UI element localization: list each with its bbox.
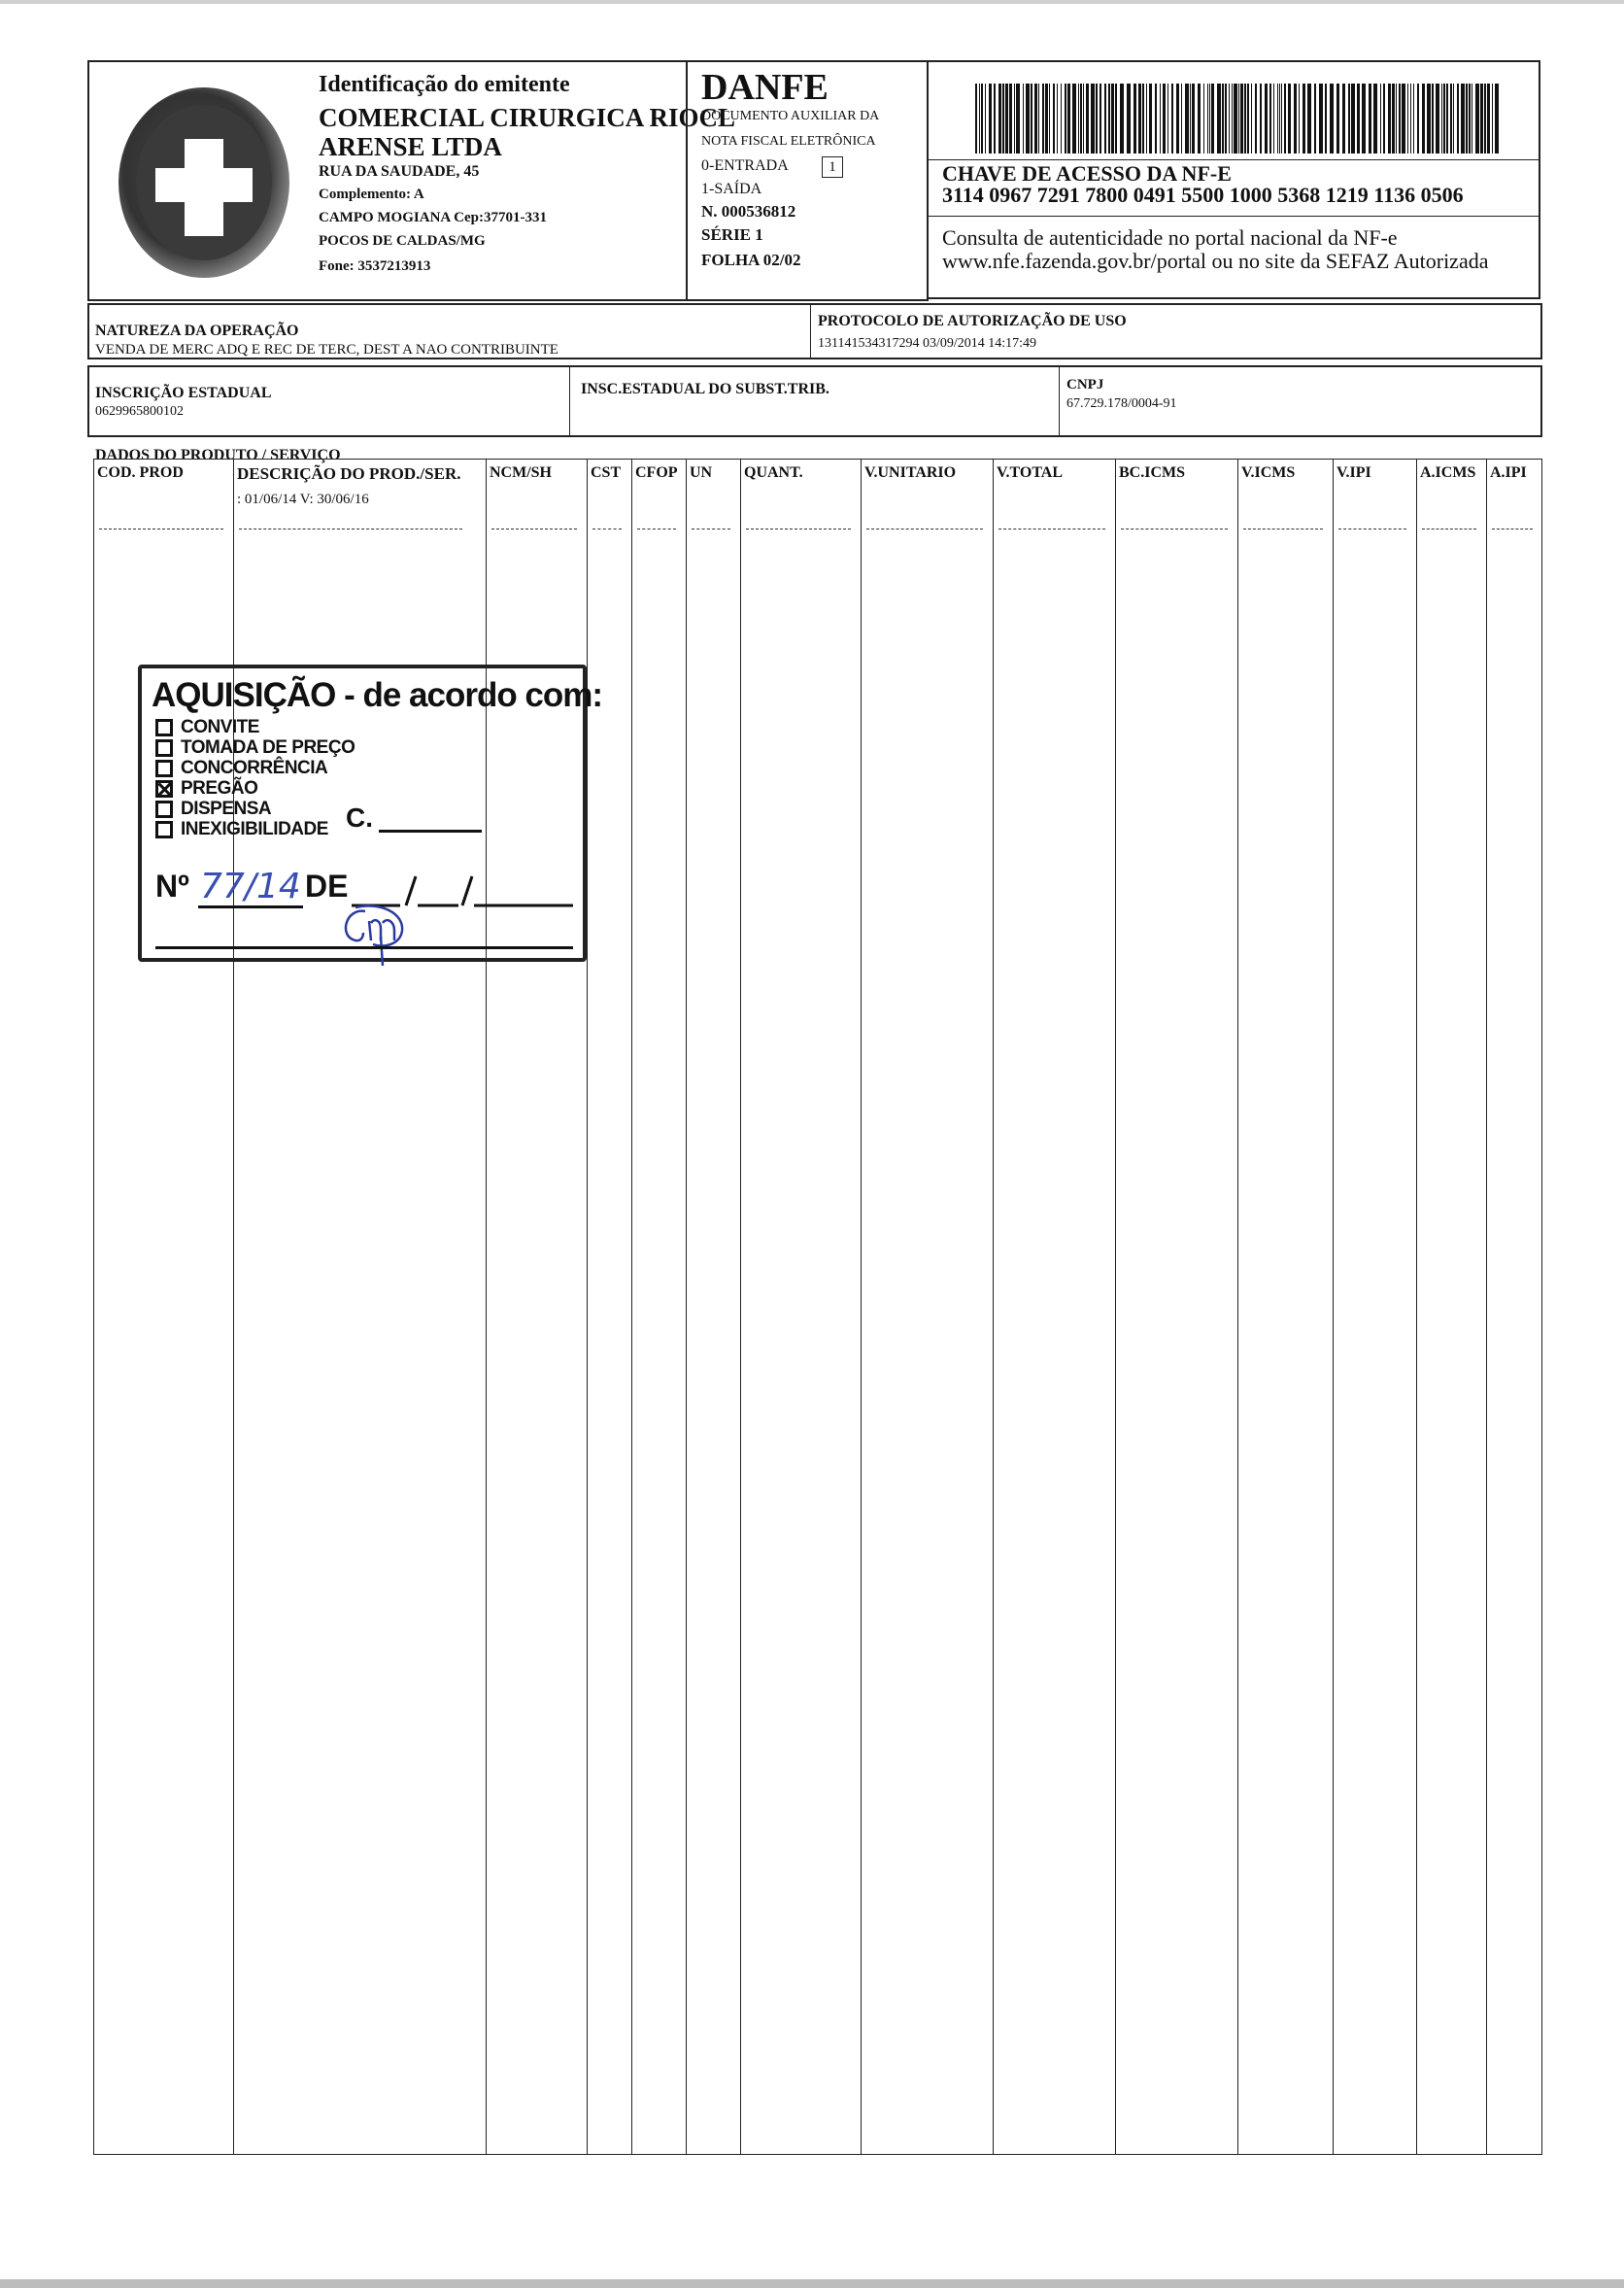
stamp-number-value: 77/14 [200, 867, 301, 906]
registration-box [87, 365, 1542, 437]
column-header: V.TOTAL [997, 464, 1064, 481]
column-divider [993, 459, 994, 2155]
stamp-option-label: INEXIGIBILIDADE [181, 818, 328, 839]
company-name-line2: ARENSE LTDA [319, 132, 502, 161]
danfe-number: N. 000536812 [701, 202, 796, 221]
emitter-section-label: Identificação do emitente [319, 72, 570, 97]
stamp-option [155, 819, 355, 839]
column-divider [1333, 459, 1334, 2155]
protocol-value: 131141534317294 03/09/2014 14:17:49 [818, 336, 1037, 351]
stamp-signature-line [155, 946, 573, 949]
emitter-city: POCOS DE CALDAS/MG [319, 233, 486, 249]
protocol-label: PROTOCOLO DE AUTORIZAÇÃO DE USO [818, 313, 1127, 329]
column-header: A.ICMS [1420, 464, 1476, 481]
consult-line2: www.nfe.fazenda.gov.br/portal ou no site da SEFAZ Autorizada [942, 249, 1489, 273]
ie-st-label: INSC.ESTADUAL DO SUBST.TRIB. [581, 381, 829, 397]
stamp-date-label: DE [305, 869, 349, 904]
danfe-subtitle-line2: NOTA FISCAL ELETRÔNICA [701, 134, 876, 149]
checkbox-icon [155, 760, 173, 777]
stamp-option-label: TOMADA DE PREÇO [181, 736, 355, 758]
scan-edge-bottom [0, 2279, 1624, 2288]
column-header: V.IPI [1336, 464, 1371, 481]
access-key-label: CHAVE DE ACESSO DA NF-E [942, 161, 1232, 186]
access-key-divider [929, 159, 1540, 160]
column-divider [631, 459, 632, 2155]
stamp-options [155, 717, 355, 839]
ie-label: INSCRIÇÃO ESTADUAL [95, 385, 272, 401]
stamp-option [155, 778, 355, 799]
stamp-option-label: CONCORRÊNCIA [181, 757, 328, 778]
column-divider [861, 459, 862, 2155]
danfe-serie: SÉRIE 1 [701, 225, 763, 244]
checkbox-icon [155, 821, 173, 838]
stamp-title: AQUISIÇÃO - de acordo com: [152, 676, 603, 714]
stamp-signature-initials [326, 898, 414, 968]
checkbox-icon [155, 801, 173, 818]
column-divider [1416, 459, 1417, 2155]
column-header: COD. PROD [97, 464, 184, 481]
stamp-c-label: C. [346, 803, 373, 833]
column-divider [1486, 459, 1487, 2155]
stamp-number-line [198, 905, 303, 908]
column-header: CST [591, 464, 622, 481]
checked-checkbox-icon [155, 780, 173, 798]
column-header: QUANT. [744, 464, 803, 481]
column-header: CFOP [635, 464, 678, 481]
danfe-subtitle-line1: DOCUMENTO AUXILIAR DA [701, 109, 880, 123]
products-section-label: DADOS DO PRODUTO / SERVIÇO [95, 447, 341, 463]
danfe-tipo-value: 1 [829, 159, 836, 175]
emitter-phone: Fone: 3537213913 [319, 258, 431, 274]
acquisition-stamp [138, 665, 603, 962]
stamp-option-label: PREGÃO [181, 777, 258, 799]
consult-line1: Consulta de autenticidade no portal nacional da NF-e [942, 225, 1398, 250]
danfe-title: DANFE [701, 67, 829, 108]
danfe-folha: FOLHA 02/02 [701, 251, 801, 269]
stamp-option-label: DISPENSA [181, 798, 272, 819]
nature-label: NATUREZA DA OPERAÇÃO [95, 323, 299, 339]
access-key-divider-2 [929, 216, 1540, 217]
emitter-complement: Complemento: A [319, 187, 424, 202]
column-header: DESCRIÇÃO DO PROD./SER. [237, 464, 461, 483]
nature-value: VENDA DE MERC ADQ E REC DE TERC, DEST A NAO CONTRIBUINTE [95, 342, 558, 358]
access-key-value: 3114 0967 7291 7800 0491 5500 1000 5368 1219 1136 0506 [942, 183, 1464, 207]
barcode [975, 84, 1500, 154]
cnpj-value: 67.729.178/0004-91 [1066, 396, 1177, 411]
stamp-option [155, 758, 355, 778]
column-header: UN [690, 464, 713, 481]
stamp-option [155, 717, 355, 737]
emitter-address: RUA DA SAUDADE, 45 [319, 163, 480, 180]
checkbox-icon [155, 719, 173, 736]
column-header: BC.ICMS [1119, 464, 1186, 481]
column-divider [1237, 459, 1238, 2155]
column-header: V.UNITARIO [864, 464, 957, 481]
description-note: : 01/06/14 V: 30/06/16 [237, 492, 369, 507]
danfe-saida: 1-SAÍDA [701, 181, 762, 197]
registration-divider-2 [1059, 365, 1060, 437]
operation-divider [810, 303, 811, 359]
checkbox-icon [155, 739, 173, 757]
column-divider [1115, 459, 1116, 2155]
cnpj-label: CNPJ [1066, 377, 1104, 393]
column-header: V.ICMS [1241, 464, 1296, 481]
scan-edge-top [0, 0, 1624, 4]
stamp-option-label: CONVITE [181, 716, 259, 737]
column-header: A.IPI [1490, 464, 1527, 481]
stamp-option [155, 737, 355, 758]
danfe-entrada: 0-ENTRADA [701, 157, 789, 174]
danfe-tipo-box [822, 156, 843, 178]
emitter-district: CAMPO MOGIANA Cep:37701-331 [319, 210, 547, 225]
column-divider [686, 459, 687, 2155]
stamp-c-line [379, 830, 482, 833]
stamp-option [155, 799, 355, 819]
ie-value: 0629965800102 [95, 404, 184, 419]
medical-cross-logo [117, 85, 291, 280]
column-divider [740, 459, 741, 2155]
registration-divider-1 [569, 365, 570, 437]
stamp-number-label: Nº [155, 869, 189, 904]
column-header: NCM/SH [490, 464, 552, 481]
company-name-line1: COMERCIAL CIRURGICA RIOCL [319, 103, 736, 132]
